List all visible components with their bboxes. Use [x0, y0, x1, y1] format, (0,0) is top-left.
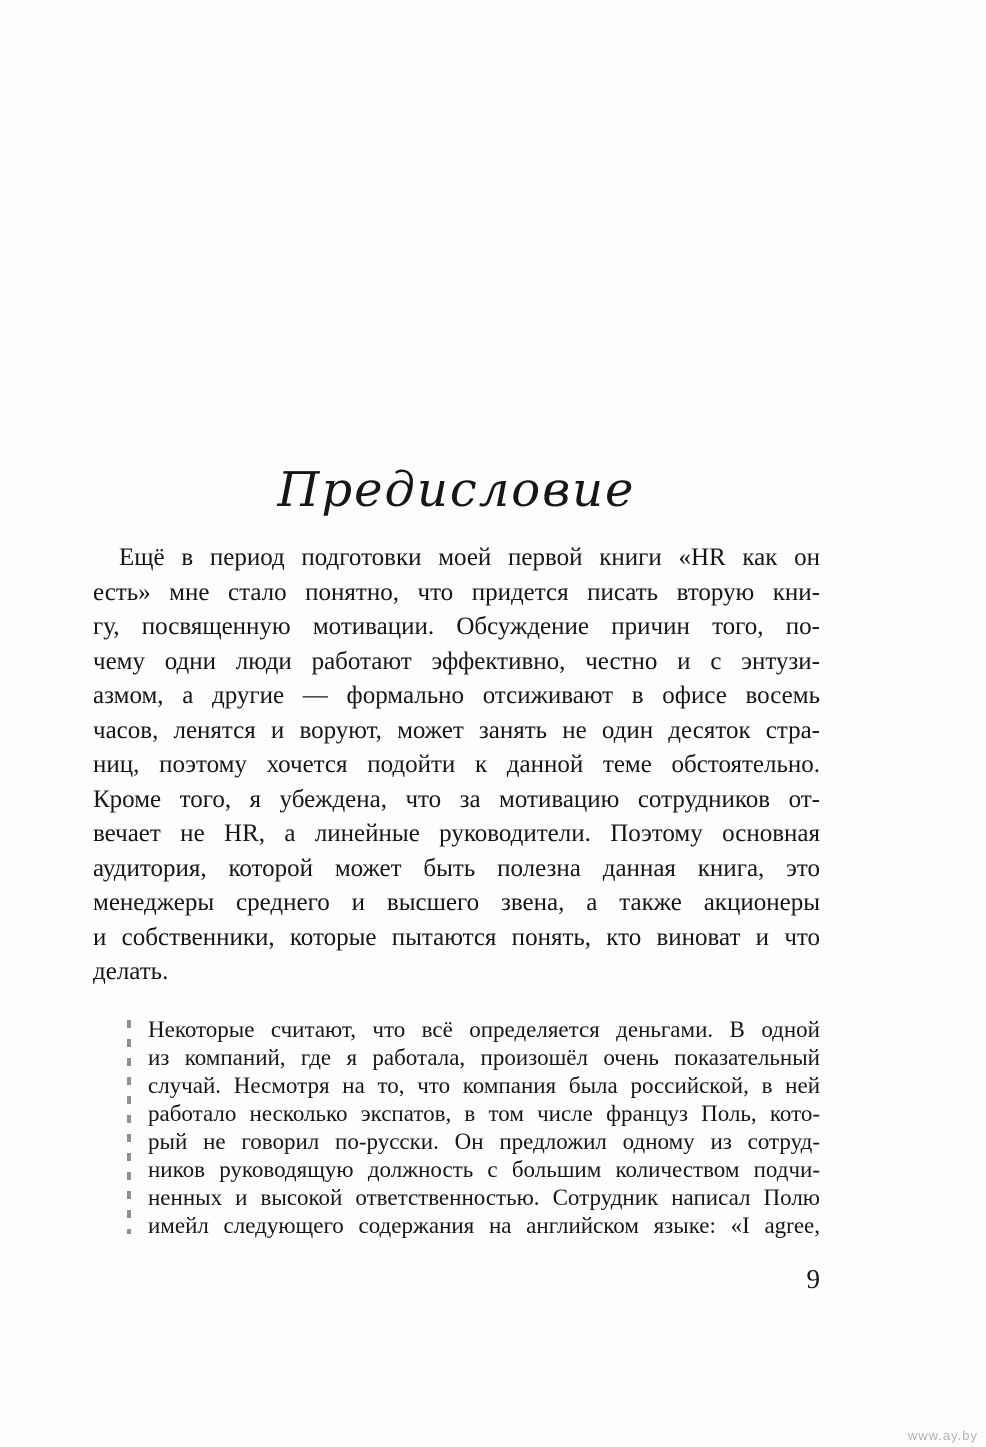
text-line: аудитория, которой может быть полезна данная книга, это: [93, 854, 820, 882]
text-line: рый не говорил по-русски. Он предложил одному из сотруд-: [148, 1129, 820, 1154]
quote-text: [148, 1016, 820, 1240]
chapter-title: Предисловие: [277, 462, 636, 518]
text-line: ниц, поэтому хочется подойти к данной теме обстоятельно.: [93, 751, 820, 778]
text-line: азмом, а другие — формально отсиживают в офисе восемь: [93, 682, 820, 709]
text-line: из компаний, где я работала, произошёл очень показательный: [148, 1045, 820, 1070]
text-line: чему одни люди работают эффективно, честно и с энтузи-: [93, 647, 820, 675]
quote-dashed-border: [127, 1020, 131, 1234]
text-line: работало несколько экспатов, в том числе француз Поль, кото-: [148, 1101, 820, 1126]
text-line: гу, посвященную мотивации. Обсуждение причин того, по-: [93, 613, 820, 640]
text-line: Кроме того, я убеждена, что за мотивацию сотрудников от-: [93, 785, 820, 813]
text-line: Ещё в период подготовки моей первой книги «HR как он: [119, 544, 820, 571]
text-line: делать.: [93, 958, 169, 985]
text-line: менеджеры среднего и высшего звена, а также акционеры: [93, 889, 820, 916]
watermark: www.ay.by: [907, 1428, 978, 1443]
text-line: ников руководящую должность с большим количеством подчи-: [148, 1157, 820, 1182]
text-line: Некоторые считают, что всё определяется деньгами. В одной: [148, 1017, 820, 1042]
text-line: вечает не HR, а линейные руководители. Поэтому основная: [93, 820, 820, 847]
preface-paragraph: [93, 541, 820, 990]
text-line: случай. Несмотря на то, что компания была российской, в ней: [148, 1073, 820, 1098]
text-line: ненных и высокой ответственностью. Сотрудник написал Полю: [148, 1185, 820, 1210]
text-line: имейл следующего содержания на английском языке: «I agree,: [148, 1213, 820, 1238]
text-line: часов, ленятся и воруют, может занять не один десяток стра-: [93, 716, 820, 744]
page-number: 9: [806, 1264, 820, 1294]
blockquote: [127, 1016, 820, 1240]
text-line: и собственники, которые пытаются понять, кто виноват и что: [93, 923, 820, 951]
text-line: есть» мне стало понятно, что придется писать вторую кни-: [93, 578, 820, 606]
